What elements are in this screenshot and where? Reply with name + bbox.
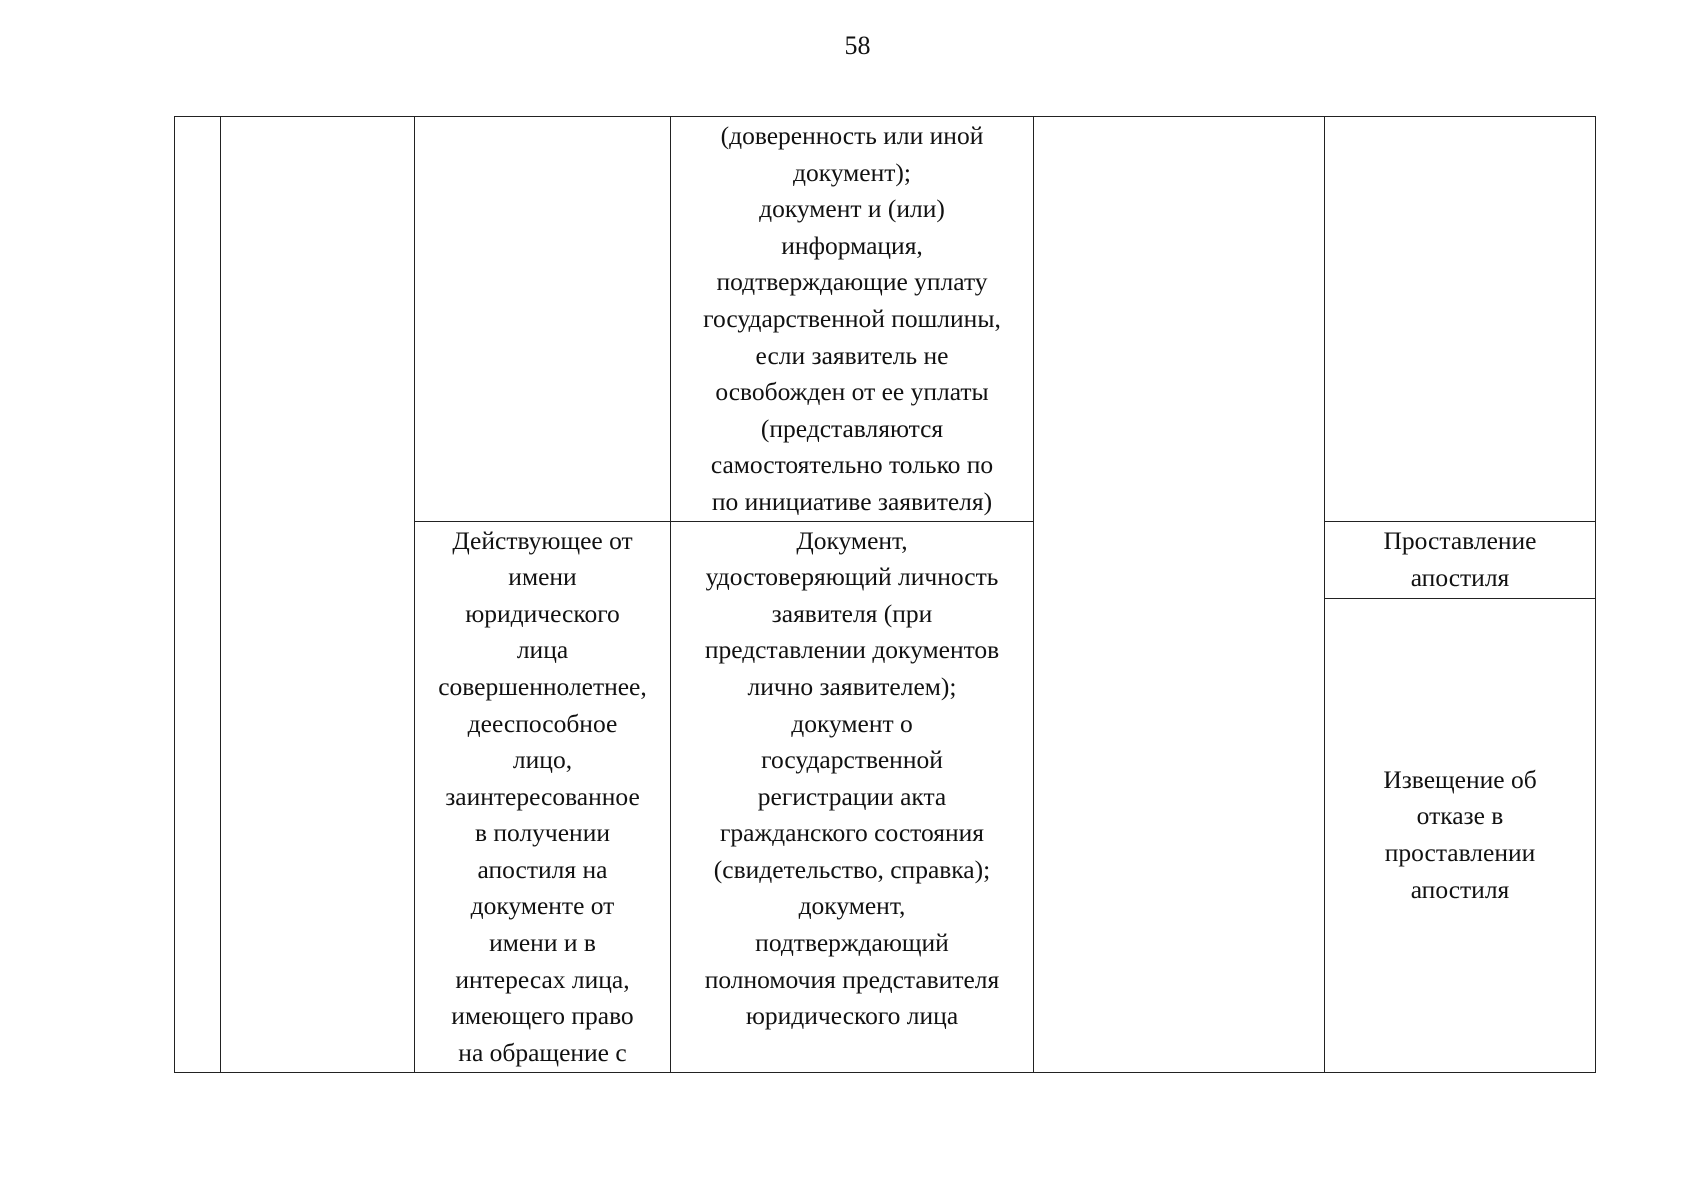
applicant-legal-entity-cell: Действующее от имени юридического лица совершеннолетнее, дееспособное лицо, заинтересованное в получении апостиля на документе от имени и в интересах лица, имеющего право на обращение с [415, 521, 671, 1072]
page-number: 58 [844, 31, 871, 60]
result-apostille-cell: Проставление апостиля [1325, 521, 1596, 598]
documents-cell-continuation: (доверенность или иной документ); документ и (или) информация, подтверждающие уплату государственной пошлины, если заявитель не освобожден от ее уплаты (представляются самостоятельно только по по инициативе заявителя) [671, 117, 1034, 522]
result-cell-empty [1325, 117, 1596, 522]
empty-column-cell [1034, 117, 1325, 1073]
service-name-column-cell [221, 117, 415, 1073]
applicant-cell-empty [415, 117, 671, 522]
document-table [174, 116, 1596, 1073]
documents-legal-entity-cell: Документ, удостоверяющий личность заявителя (при представлении документов лично заявителем); документ о государственной регистрации акта гражданского состояния (свидетельство, справка); документ, подтверждающий полномочия представителя юридического лица [671, 521, 1034, 1072]
result-refusal-cell: Извещение об отказе в проставлении апостиля [1325, 598, 1596, 1072]
number-column-cell [175, 117, 221, 1073]
